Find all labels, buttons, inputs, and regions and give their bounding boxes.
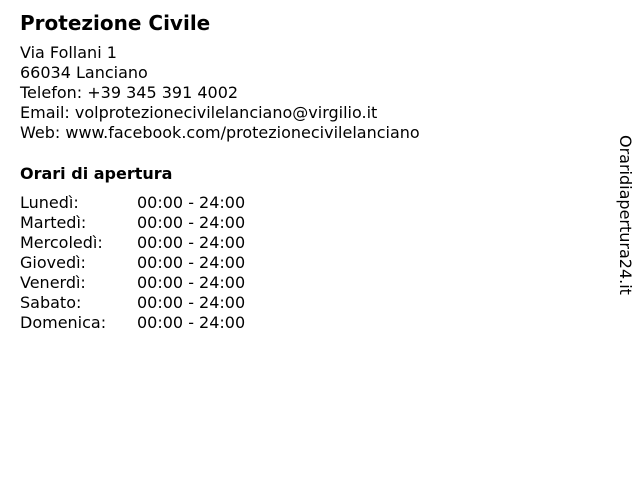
hours-value: 00:00 - 24:00 (137, 273, 246, 292)
day-label: Lunedì: (20, 193, 79, 212)
hours-value: 00:00 - 24:00 (137, 213, 246, 232)
hours-row-friday (20, 273, 245, 293)
email-address: Email: volprotezionecivilelanciano@virgilio.it (20, 103, 378, 122)
day-label: Giovedì: (20, 253, 86, 272)
hours-value: 00:00 - 24:00 (137, 193, 246, 212)
hours-row-thursday (20, 253, 245, 273)
contact-details (20, 43, 420, 143)
hours-row-wednesday (20, 233, 245, 253)
address-street: Via Follani 1 (20, 43, 117, 62)
address-city: 66034 Lanciano (20, 63, 148, 82)
day-label: Martedì: (20, 213, 87, 232)
day-label: Sabato: (20, 293, 82, 312)
day-label: Mercoledì: (20, 233, 103, 252)
site-watermark: Oraridiapertura24.it (616, 135, 635, 295)
opening-hours-heading: Orari di apertura (20, 164, 173, 183)
phone-number: Telefon: +39 345 391 4002 (20, 83, 239, 102)
hours-row-sunday (20, 313, 245, 333)
hours-row-monday (20, 193, 245, 213)
hours-value: 00:00 - 24:00 (137, 253, 246, 272)
hours-row-tuesday (20, 213, 245, 233)
hours-row-saturday (20, 293, 245, 313)
day-label: Domenica: (20, 313, 107, 332)
day-label: Venerdì: (20, 273, 86, 292)
hours-value: 00:00 - 24:00 (137, 313, 246, 332)
website-address: Web: www.facebook.com/protezionecivilelanciano (20, 123, 420, 142)
hours-value: 00:00 - 24:00 (137, 293, 246, 312)
opening-hours-list (20, 193, 245, 333)
business-name: Protezione Civile (20, 11, 211, 35)
hours-value: 00:00 - 24:00 (137, 233, 246, 252)
